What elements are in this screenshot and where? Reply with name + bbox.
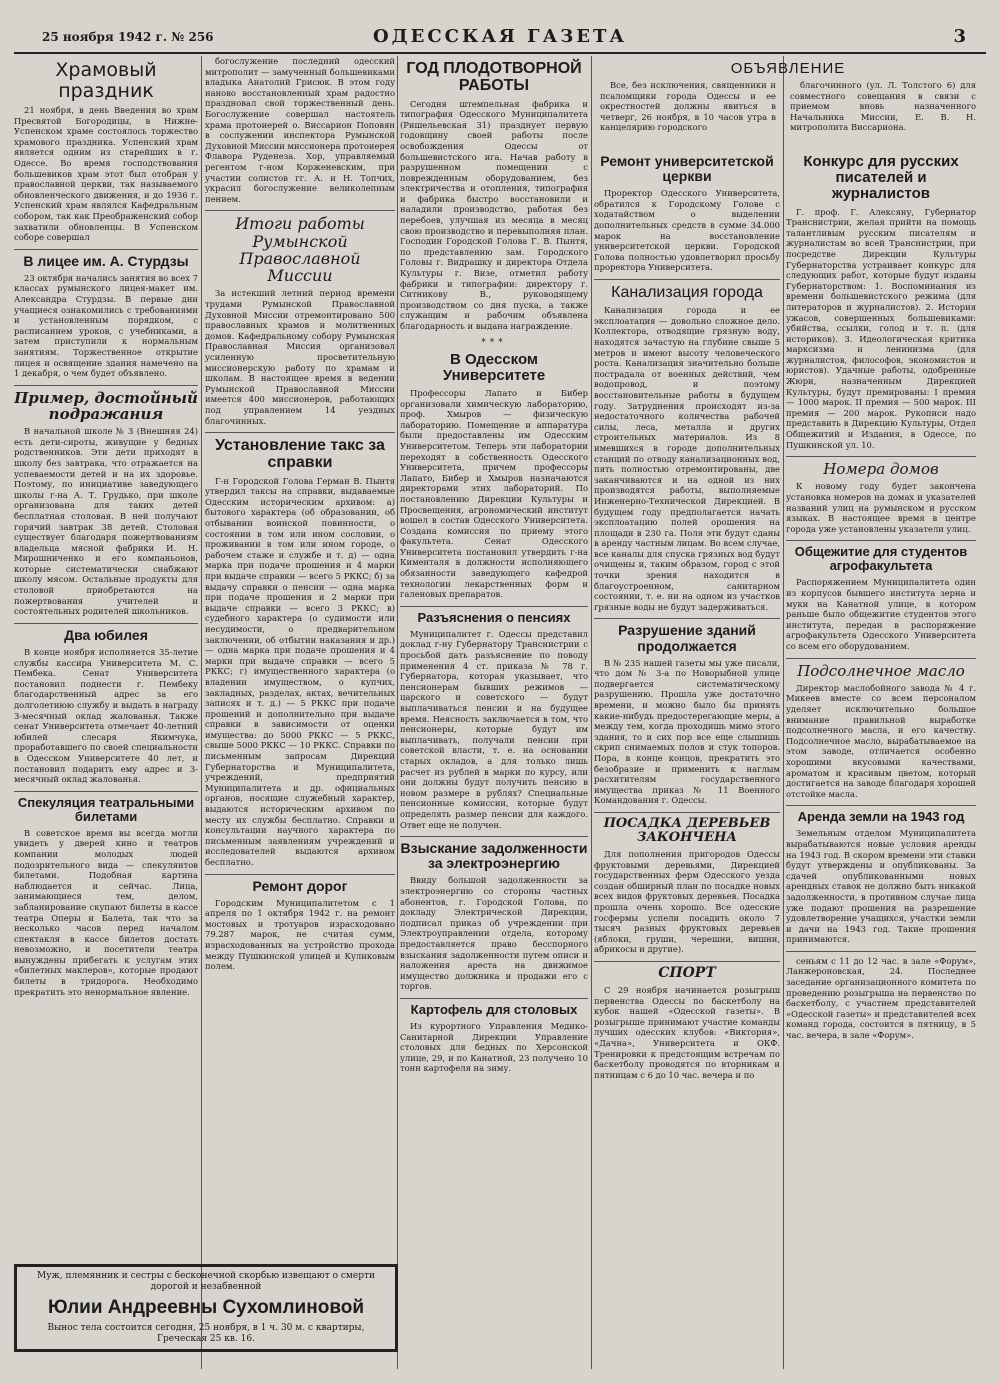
article-sturdza-lyceum: [14, 254, 198, 379]
article-body: Г-н Городской Голова Герман В. Пынтя утвердил таксы на справки, выдаваемые Одесским историческим архивом: а) бытового характера (об образовании, об отбывании воинской повинности, о состоянии в том или ином сословии, о проживании в том или ином городе, о рабочем стаже и службе и т. д) — одна марка при подаче прошения и 4 марки при выдаче справки — всего 5 РККС; б) за выдачу справки о пенсии — одна марка при подаче прошения и 2 марки при выдаче справки — всего 3 РККС; в) судебного характера (о судимости или несудимости, о предварительном заключении, об отбытии наказания и др.) — одна марка при подаче прошения и 4 марки при выдаче справки — всего 5 РККС; г) имущественного характера (о владении имуществом, о купчих, закладных, разделах, актах, вечительных записях и т. д.) — 5 РККС при подаче прошений и дополнительно при выдаче справки в зависимости от оценки имущества: до 5000 РККС — 5 РККС, свыше 5000 РККС — 10 РККС. Справки по письменным запросам Дирекций Губернаторства и Муниципалитета, учреждений, предприятий Муниципалитета и др. официальных органов, носящие служебный характер, выдаются историческим архивом по месту их службы бесплатно. Справки и консультации научного характера по письменным заявлениям учреждений и исследователей выдаются архивом бесплатно.: [205, 475, 395, 867]
article-body: В конце ноября исполняется 35-летие службы кассира Университета М. С. Пембека. Сенат Университета постановил поднести г. Пембеку благодарственный адрес за его долголетнюю службу и выдать в награду 3-месячный оклад жалованья. Также сенат Университета отмечает 40-летний юбилей слесаря Якимчука, проработавшего по своей специальности в Одесском Университете 40 лет, и постановил подарить ему адрес и 3-месячный оклад жалованья.: [14, 646, 198, 785]
article-body: богослужение последний одесский митрополит — замученный большевиками владыка Анатолий Грисюк. В этом году наново восстановленный храм радостно праздновал свой торжественный день. Богослужение совершал настоятель храма протоиерей о. Виссарион Поповян в сослужении инспектора Румынской Духовной Миссии миссионера протоиерея Флавора Руденеза. Хор, управляемый регентом г-ном Корженевским, при участии солистов гг. А. и Н. Топчих, украсил богослужение великолепным пением.: [205, 56, 395, 204]
article-body: Городским Муниципалитетом с 1 апреля по 1 октября 1942 г. на ремонт мостовых и тротуаров израсходовано 79.287 марок, не считая сумм, израсходованных на устройство прохода между Пушкинской улицей и Куликовым полем.: [205, 897, 395, 972]
headline: Итоги работы Румынской Православной Миссии: [235, 214, 365, 286]
notice-body-right: [790, 80, 976, 133]
column-4: [594, 150, 780, 1369]
headline: ПОСАДКА ДЕРЕВЬЕВ ЗАКОНЧЕНА: [603, 815, 771, 846]
headline: Установление такс за справки: [215, 437, 385, 472]
column-rule: [783, 56, 784, 1369]
notice-body-left: [600, 80, 776, 133]
headline: Картофель для столовых: [410, 1001, 578, 1017]
headline: Подсолнечное масло: [797, 661, 965, 680]
headline: Взыскание задолженности за электроэнергию: [400, 840, 588, 872]
headline: Ремонт университетской церкви: [600, 153, 774, 185]
notice-text: Все, без исключения, священники и псаломщики города Одессы и ее окрестностей должны явиться в четверг, 26 ноября, в 10 часов утра в канцелярию городского: [600, 80, 776, 133]
column-5: [786, 150, 976, 1369]
headline: Два юбилея: [64, 626, 148, 643]
article-body: Г. проф. Г. Алексяну, Губернатор Транснистрии, желая прийти на помощь талантливым русским писателям и журналистам во всей Транснистрии, при посредстве Дирекции Культуры Губернаторства устраивает конкурс для следующих работ, которые будут изданы Губернаторством: 1. Воспоминания из времени большевистского режима (для литераторов и журналистов). 2. История ужасов, совершенных большевиками: убийства, ссылки, голод и т. п. (для историков). 3. Идеологическая критика марксизма и ленинизма (для журналистов, философов, экономистов и юристов). Удачные работы, одобренные Жюри, назначенным Дирекцией Культуры, будут премированы: I премия — 1000 марок. II премия — 500 марок. III премия — 200 марок. Рукописи надо представить в Дирекцию Культуры, Отдел Общежитий и Издания, в Одессе, по Пушкинской ул. 10.: [786, 206, 976, 450]
newspaper-title: ОДЕССКАЯ ГАЗЕТА: [372, 26, 628, 47]
headline: Разъяснения о пенсиях: [417, 609, 571, 625]
headline: Номера домов: [823, 460, 939, 479]
page-header: [14, 22, 986, 54]
article-body: Из курортного Управления Медико-Санитарной Дирекции Управление столовых для бедных по Херсонской улице, 29, и по Канатной, 23 получено 10 тонн картофеля на зиму.: [400, 1020, 588, 1074]
article-house-numbers: [786, 461, 976, 534]
article-road-repair: [205, 879, 395, 972]
article-body: К новому году будет закончена установка номеров на домах и указателей названий улиц на румынском и русском языках. В настоящее время в центре города уже установлены указатели улиц.: [786, 481, 976, 534]
headline: В лицее им. А. Стурдзы: [23, 252, 189, 269]
article-body: 23 октября начались занятия во всех 7 классах румынского лицея-макет им. Александра Стурдзы. В первые дни учащиеся ознакомились с требованиями и установленным порядком, с расписанием уроков, с учебниками, а затем приступили к нормальным занятиям. Торжественное открытие лицея и освящение здания намечено на 1 декабря, о чем будет объявлено.: [14, 272, 198, 379]
column-rule: [397, 56, 398, 1369]
issue-date: 25 ноября 1942 г. № 256: [42, 30, 214, 44]
article-romanian-mission: [205, 215, 395, 426]
article-body: сеньям с 11 до 12 час. в зале «Форум», Ланжероновская, 24. Последнее заседание организационного комитета по проведению розыгрыша на первенство по баскетболу, с участием представителей «Одесской газеты» и представителей всех команд города, состоится в пятницу, в 5 час. вечера, в зале «Форум».: [786, 955, 976, 1041]
article-odessa-university: [400, 352, 588, 600]
article-tree-planting: [594, 817, 780, 955]
article-body: Ввиду большой задолженности за электроэнергию со стороны частных абонентов, г. Городской Голова, по докладу Электрической Дирекции, подписал приказ об учреждении при Электроуправлении отдела, которому предоставляется право бесспорного взыскания задолженности путем описи и наложения ареста на движимое имущество должника и продажи его с торгов.: [400, 875, 588, 992]
article-body: Проректор Одесского Университета, обратился к Городскому Голове с ходатайством о выделении дополнительных средств в сумме 34.000 марок на восстановление университетской церкви. Городской Голова полностью удовлетворил просьбу проректора Университета.: [594, 188, 780, 273]
column-3: ГОД ПЛОДОТВОРНОЙ РАБОТЫ Сегодня штемпельная фабрика и типография Одесского Муниципалитета (Ришельевская 31) празднует первую годовщину своей работы после освобождения Одессы от большевистского ига. Начав работу в разрушенном помещении с поврежденным оборудованием, без электричества и отопления, типография и фабрика быстро восстановили и наладили производство, работая без перебоев, улучшая из месяца в месяц свою производство и перевыполняя план. Господин Городской Голова Г. В. Пынтя, по представлению зам. Городского Головы г. Видрашку и директора Отдела Культуры г. Визе, отметил работу фабрики и типографии: директору г. Ситникову В., руководящему производством со дня пуска, а также служащим и рабочим объявлена благодарность и выдана награждение. *** В Одесском Университете Профессоры Лапато и Бибер организовали химическую лабораторию, проф. Хмыров — физическую лабораторию. Помещение и аппаратура были предоставлены им Одесским Университетом. Теперь эти лаборатории переходят в собственность Одесского Университета, причем профессоры Лапато, Бибер и Хмыров назначаются директорами этих лабораторий. По постановлению Дирекции Культуры и Просвещения, агрономический институт вошел в состав Одесского Университета. Создана комиссия по приему этого факультета. Сенат Одесского Университета постановил утвердить г-на Кименталя в должности исполняющего обязанности заведующего кафедрой технологии лекарственных форм и галеновых препаратов. Разъяснения о пенсиях Муниципалитет г. Одессы представил доклад г-ну Губернатору Транснистрии с просьбой дать разъяснение по поводу применения 4 ст. приказа № 78 г. Губернатора, которая указывает, что пенсионерам бывших режимов — царского и советского — будут выплачиваться пенсии и на будущее время. Неясность заключается в том, что пенсионеры, которые будут им выплачивать, получали пенсии при советской власти, т. е. на основании старых окладов, а для только лишь расчет из рублей в марки по курсу, или они должны будут получить пенсию в новом размере в рублях? Специальные пенсионные комиссии, которые будут определять размер пенсии для каждого. Ответ еще не получен. Взыскание задолженности за электроэнергию Ввиду большой задолженности за электроэнергию со стороны частных абонентов, г. Городской Голова, по докладу Электрической Дирекции, подписал приказ об учреждении при Электроуправлении отдела, которому предоставляется право бесспорного взыскания задолженности путем описи и наложения ареста на движимое имущество должника и продажи его с торгов. Картофель для столовых Из курортного Управления Медико-Санитарной Дирекции Управление столовых для бедных по Херсонской улице, 29, и по Канатной, 23 получено 10 тонн картофеля на зиму.: [400, 60, 588, 1074]
article-electricity-debts: [400, 841, 588, 992]
notice-text: благочинного (ул. Л. Толстого 6) для совместного совещания в связи с приемом вновь назначенного Начальника Миссии, Е. В. Н. митрополита Виссариона.: [790, 80, 976, 133]
article-body: В начальной школе № 3 (Внешняя 24) есть дети-сироты, живущие у бедных родственников. Эти дети приходят в школу без завтрака, что отражается на успеваемости детей и на их здоровье. Поэтому, по инициативе заведующего школы г-на А. Т. Грудько, при школе организована для таких детей бесплатная столовая. В ней получают горячий завтрак 38 детей. Столовая существует благодаря пожертвованиям владельца мясной фабрики И. Н. Мирошниченко и его компаньонов, которые систематически снабжают школу мясом. Остальные продукты для столовой приобретаются на пожертвования учителей и состоятельных родителей школьников.: [14, 426, 198, 617]
article-body: Канализация города и ее эксплоатация — довольно сложное дело. Коллектора, отводящие грязную воду, находятся зачастую на глубине свыше 5 метров и имеют высоту человеческого роста. Канализация значительно больше пострадала от военных действий, чем водопровод, и поэтому восстановительные работы в будущем году. Затруднения происходят из-за недостаточного количества рабочей силы, леса, металла и других строительных материалов. Из 8 имевшихся в городе дополнительных станций по отводу канализационных вод, пять полностью отремонтированы, две заканчиваются и на одной из них производятся работы, выполняемые Инженерно-Технической Дирекцией. В будущем году предполагается начать эксплоатацию полей орошения на площади в 230 га. Поля эти будут сданы в аренду частным лицам. Во всем случае, все каналы для спуска грязных вод будут очищены и, таким образом, город с этой точки зрения находится в благоустроенном, санитарном состоянии, т. е. ни на одном из участков грязные воды не будут задерживаться.: [594, 305, 780, 612]
column-rule: [201, 56, 202, 1369]
article-body: 21 ноября, в день Введения во храм Пресвятой Богородицы, в Нижне-Успенском храме состоялось торжество храмового праздника. Успенский храм является одним из старейших в г. Одессе. Во время господствования большевиков храм этот был отобран у православной церкви, так называемого обновленческого движения, и до 1936 г. Успенский храм являлся Кафедральным собором, так как Преображенский собор захватили обновленцы. В Успенском соборе совершал: [14, 105, 198, 243]
headline: Храмовый праздник: [55, 59, 157, 102]
article-university-church: [594, 154, 780, 273]
page-number: 3: [953, 26, 966, 47]
article-certificate-fees: [205, 437, 395, 868]
obituary-line-1: Муж, племянник и сестры с бесконечной скорбью извещают о смерти дорогой и незабвенной: [37, 1271, 375, 1292]
article-worthy-example: [14, 390, 198, 617]
article-ticket-speculation: [14, 796, 198, 998]
article-pensions: [400, 611, 588, 830]
article-writers-contest: [786, 154, 976, 450]
article-sport-continued: [786, 956, 976, 1041]
article-productive-year: [400, 60, 588, 332]
article-temple-feast-continued: [205, 56, 395, 204]
article-body: Распоряжением Муниципалитета один из корпусов бывшего института зерна и муки на Канатной улице, в котором раньше было общежитие студентов этого института, передан в распоряжение агрофакультета Одесского Университета со всем его оборудованием.: [786, 577, 976, 651]
article-student-dormitory: [786, 545, 976, 651]
article-sunflower-oil: [786, 663, 976, 800]
headline: Канализация города: [611, 283, 763, 301]
article-body: За истекший летний период времени трудами Румынской Православной Духовной Миссии отремонтировано 500 православных храмов и молитвенных домов. Кафедральному собору Румынская Православная Миссия организовал усиленную просветительную миссионерскую работу по храмам и школам. В настоящее время в ведении Румынской Православной Миссии имеется 400 миссионеров, работающих под управлением 14 уездных благочинных.: [205, 288, 395, 426]
article-body: Для пополнения пригородов Одессы фруктовыми деревьями, Дирекцией государственных ферм Одесского уезда создан обширный план по посадке новых всех видов фруктовых деревьев. Посадка прошла очень хорошо. Все одесские госфермы успели посадить около 7 тысяч разных фруктовых деревьев (яблоки, груши, черешни, вишни, абрикосы и другие).: [594, 849, 780, 955]
article-body: Директор маслобойного завода № 4 г. Микеев вместе со всем персоналом уделяет исключительно большое внимание правильной выработке подсолнечного масла, и его качеству. Подсолнечное масло, вырабатываемое на этом заводе, отличается особенно хорошими вкусовыми качествами, ароматом и красивым цветом, который достигается на заводе благодаря хорошей отстойке масла.: [786, 682, 976, 799]
article-potatoes: [400, 1003, 588, 1074]
headline: Общежитие для студентов агрофакультета: [794, 544, 968, 574]
notice-heading: ОБЪЯВЛЕНИЕ: [730, 60, 846, 77]
obituary-line-3: Вынос тела состоится сегодня, 25 ноября, в 1 ч. 30 м. с квартиры, Греческая 25 кв. 16.: [47, 1323, 365, 1344]
article-body: В советское время вы всегда могли увидеть у дверей кино и театров компании молодых людей подозрительного вида — спекулянтов билетами. Подобная картина наблюдается и сейчас. Лица, занимающиеся тем, делом, забланирование скупают билеты в кассе театра Оперы и Балета, так что за несколько часов перед началом спектакля в кассе билетов достать невозможно, и посетители театра вынуждены прибегать к услугам этих «билетных маклеров», которые продают билеты в тридорога. Необходимо прекратить это ненормальное явление.: [14, 827, 198, 997]
article-land-lease: [786, 810, 976, 945]
article-body: В № 235 нашей газеты мы уже писали, что дом № 3-а по Новорыбной улице подвергается систематическому разрушению. Прошла уже достаточно времени, и можно было бы принять какие-нибудь предостерегающие меры, а между тем, когда проходишь мимо этого здания, то и сих пор все еще слышишь скрип снимаемых полов и стук топоров. Пора, в конце концов, прекратить это безобразие и применить к наглым расхитителям государственного имущества приказ № 11 Военного Командования г. Одессы.: [594, 657, 780, 806]
headline: В Одесском Университете: [442, 350, 546, 384]
article-sport: [594, 966, 780, 1080]
obituary-notice: [14, 1264, 398, 1352]
headline: Разрушение зданий продолжается: [618, 622, 756, 654]
headline: ГОД ПЛОДОТВОРНОЙ РАБОТЫ: [406, 60, 582, 95]
article-sewerage: [594, 284, 780, 612]
headline: Пример, достойный подражания: [14, 388, 198, 423]
article-building-destruction: [594, 623, 780, 806]
article-body: Сегодня штемпельная фабрика и типография Одесского Муниципалитета (Ришельевская 31) празднует первую годовщину своей работы после освобождения Одессы от большевистского ига. Начав работу в разрушенном помещении с поврежденным оборудованием, без электричества и отопления, типография и фабрика быстро восстановили и наладили производство, работая без перебоев, улучшая из месяца в месяц свою производство и перевыполняя план. Господин Городской Голова Г. В. Пынтя, по представлению зам. Городского Головы г. Видрашку и директора Отдела Культуры г. Визе, отметил работу фабрики и типографии: директору г. Ситникову В., руководящему производством со дня пуска, а также служащим и рабочим объявлена благодарность и выдана награждение.: [400, 98, 588, 331]
column-2: [205, 56, 395, 1248]
headline: Аренда земли на 1943 год: [797, 809, 965, 825]
article-body: Профессоры Лапато и Бибер организовали химическую лабораторию, проф. Хмыров — физическую лабораторию. Помещение и аппаратура были предоставлены им Одесским Университетом. Теперь эти лаборатории переходят в собственность Одесского Университета, причем профессоры Лапато, Бибер и Хмыров назначаются директорами этих лабораторий. По постановлению Дирекции Культуры и Просвещения, агрономический институт вошел в состав Одесского Университета. Создана комиссия по приему этого факультета. Сенат Одесского Университета постановил утвердить г-на Кименталя в должности исполняющего обязанности заведующего кафедрой технологии лекарственных форм и галеновых препаратов.: [400, 387, 588, 600]
article-body: С 29 ноября начинается розыгрыш первенства Одессы по баскетболу на кубок нашей «Одесской газеты». В розыгрыше принимают участие команды лучших одесских клубов: «Виктория», «Дачна», Университета и ОКФ. Тренировки к предстоящим встречам по баскетболу проводятся по вторникам и пятницам с 6 до 10 час. вечера и по: [594, 985, 780, 1080]
column-rule: [591, 56, 592, 1369]
article-body: Земельным отделом Муниципалитета вырабатываются новые условия аренды на 1943 год. В скором времени эти ставки будут утверждены и опубликованы. За сдачей опубликованными новых арендных ставок не должно быть никакой задолженности, в противном случае лица уже подают прошения на разрешение удовлетворение учащихся, участки земли и дачи на 1943 год. Такие прошения принимаются.: [786, 828, 976, 945]
headline: Ремонт дорог: [252, 877, 348, 894]
column-1: [14, 56, 198, 1369]
article-two-jubilees: [14, 628, 198, 785]
obituary-name: Юлии Андреевны Сухомлиновой: [47, 1297, 365, 1318]
article-body: Муниципалитет г. Одессы представил доклад г-ну Губернатору Транснистрии с просьбой дать разъяснение по поводу применения 4 ст. приказа № 78 г. Губернатора, которая указывает, что пенсионерам бывших режимов — царского и советского — будут выплачиваться пенсии и на будущее время. Неясность заключается в том, что пенсионеры, которые будут им выплачивать, получали пенсии при советской власти, т. е. на основании старых окладов, а для только лишь расчет из рублей в марки по курсу, или они должны будут получить пенсию в новом размере в рублях? Специальные пенсионные комиссии, которые будут определять размер пенсии для каждого. Ответ еще не получен.: [400, 628, 588, 830]
headline: СПОРТ: [658, 964, 716, 981]
headline: Конкурс для русских писателей и журналистов: [803, 153, 959, 203]
headline: Спекуляция театральными билетами: [17, 794, 195, 824]
article-temple-feast: [14, 60, 198, 243]
